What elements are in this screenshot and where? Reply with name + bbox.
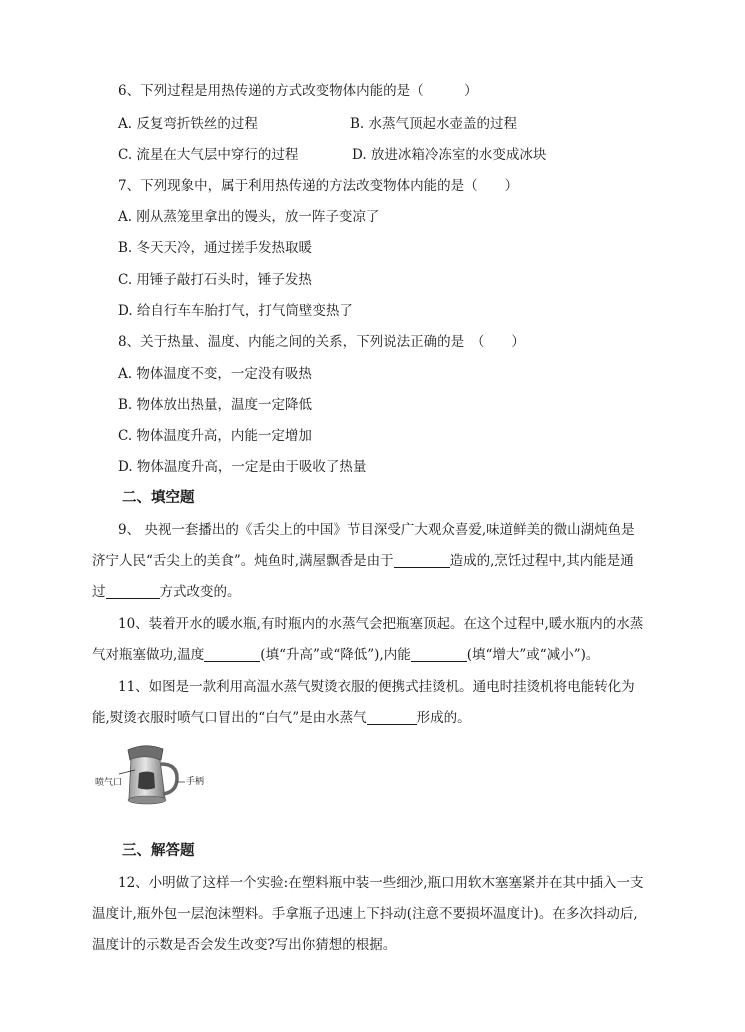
- q9-line-3-text-b: 方式改变的。: [159, 584, 241, 600]
- q12-line-1: 12、小明做了这样一个实验:在塑料瓶中装一些细沙,瓶口用软木塞塞紧并在其中插入一支: [118, 875, 644, 891]
- section-title-answer: 三、解答题: [122, 842, 195, 859]
- q7-option-b: B. 冬天天冷，通过搓手发热取暖: [118, 240, 313, 256]
- q7-option-a: A. 刚从蒸笼里拿出的馒头，放一阵子变凉了: [118, 209, 380, 225]
- q8-stem: 8、关于热量、温度、内能之间的关系，下列说法正确的是 （ ）: [118, 334, 525, 350]
- figure-label-nozzle: 喷气口: [95, 778, 123, 788]
- q9-line-3-text-a: 过: [92, 584, 106, 600]
- q6-stem: 6、下列过程是用热传递的方式改变物体内能的是（ ）: [118, 83, 478, 99]
- q7-option-c: C. 用锤子敲打石头时，锤子发热: [118, 272, 312, 288]
- q7-option-d: D. 给自行车车胎打气，打气筒壁变热了: [118, 303, 353, 319]
- q9-line-2-text-a: 济宁人民“舌尖上的美食”。炖鱼时,满屋飘香是由于: [92, 553, 394, 569]
- garment-steamer-figure: [95, 740, 215, 812]
- q10-line-1: 10、装着开水的暖水瓶,有时瓶内的水蒸气会把瓶塞顶起。在这个过程中,暖水瓶内的水蒸: [118, 616, 644, 632]
- q8-option-a: A. 物体温度不变，一定没有吸热: [118, 366, 312, 382]
- q8-option-b: B. 物体放出热量，温度一定降低: [118, 397, 313, 413]
- q9-line-2: [92, 552, 634, 570]
- q8-option-d: D. 物体温度升高，一定是由于吸收了热量: [118, 459, 367, 475]
- q6-option-a: A. 反复弯折铁丝的过程: [118, 116, 258, 132]
- q8-option-c: C. 物体温度升高，内能一定增加: [118, 428, 312, 444]
- q11-line-1: 11、如图是一款利用高温水蒸气熨烫衣服的便携式挂烫机。通电时挂烫机将电能转化为: [118, 679, 635, 695]
- q10-line-2-text-b: (填“升高”或“降低”),内能: [260, 647, 411, 663]
- q7-stem: 7、下列现象中，属于利用热传递的方法改变物体内能的是（ ）: [118, 178, 519, 194]
- figure-label-handle: 手柄: [186, 777, 205, 787]
- answer-blank: [106, 584, 160, 599]
- q9-line-1: 9、 央视一套播出的《舌尖上的中国》节目深受广大观众喜爱,味道鲜美的微山湖炖鱼是: [118, 522, 635, 538]
- q6-option-b: B. 水蒸气顶起水壶盖的过程: [350, 116, 518, 132]
- q9-line-3: [92, 583, 241, 601]
- garment-steamer-icon: [95, 740, 215, 812]
- q10-line-2-text-a: 气对瓶塞做功,温度: [92, 647, 205, 663]
- q10-line-2: [92, 646, 599, 664]
- section-title-fill-in: 二、填空题: [122, 489, 195, 506]
- q11-line-2-text-b: 形成的。: [416, 710, 471, 726]
- q6-option-d: D. 放进冰箱冷冻室的水变成冰块: [352, 147, 547, 163]
- answer-blank: [204, 647, 260, 662]
- q11-line-2-text-a: 能,熨烫衣服时喷气口冒出的“白气”是由水蒸气: [92, 710, 367, 726]
- q11-line-2: [92, 709, 471, 727]
- q9-line-2-text-b: 造成的,烹饪过程中,其内能是通: [449, 553, 634, 569]
- answer-blank: [367, 710, 417, 725]
- q12-line-2: 温度计,瓶外包一层泡沫塑料。手拿瓶子迅速上下抖动(注意不要损坏温度计)。在多次抖动后,: [92, 906, 638, 922]
- answer-blank: [394, 553, 450, 568]
- q12-line-3: 温度计的示数是否会发生改变?写出你猜想的根据。: [92, 937, 397, 953]
- q10-line-2-text-c: (填“增大”或“减小”)。: [466, 647, 600, 663]
- answer-blank: [411, 647, 467, 662]
- q6-option-c: C. 流星在大气层中穿行的过程: [118, 147, 299, 163]
